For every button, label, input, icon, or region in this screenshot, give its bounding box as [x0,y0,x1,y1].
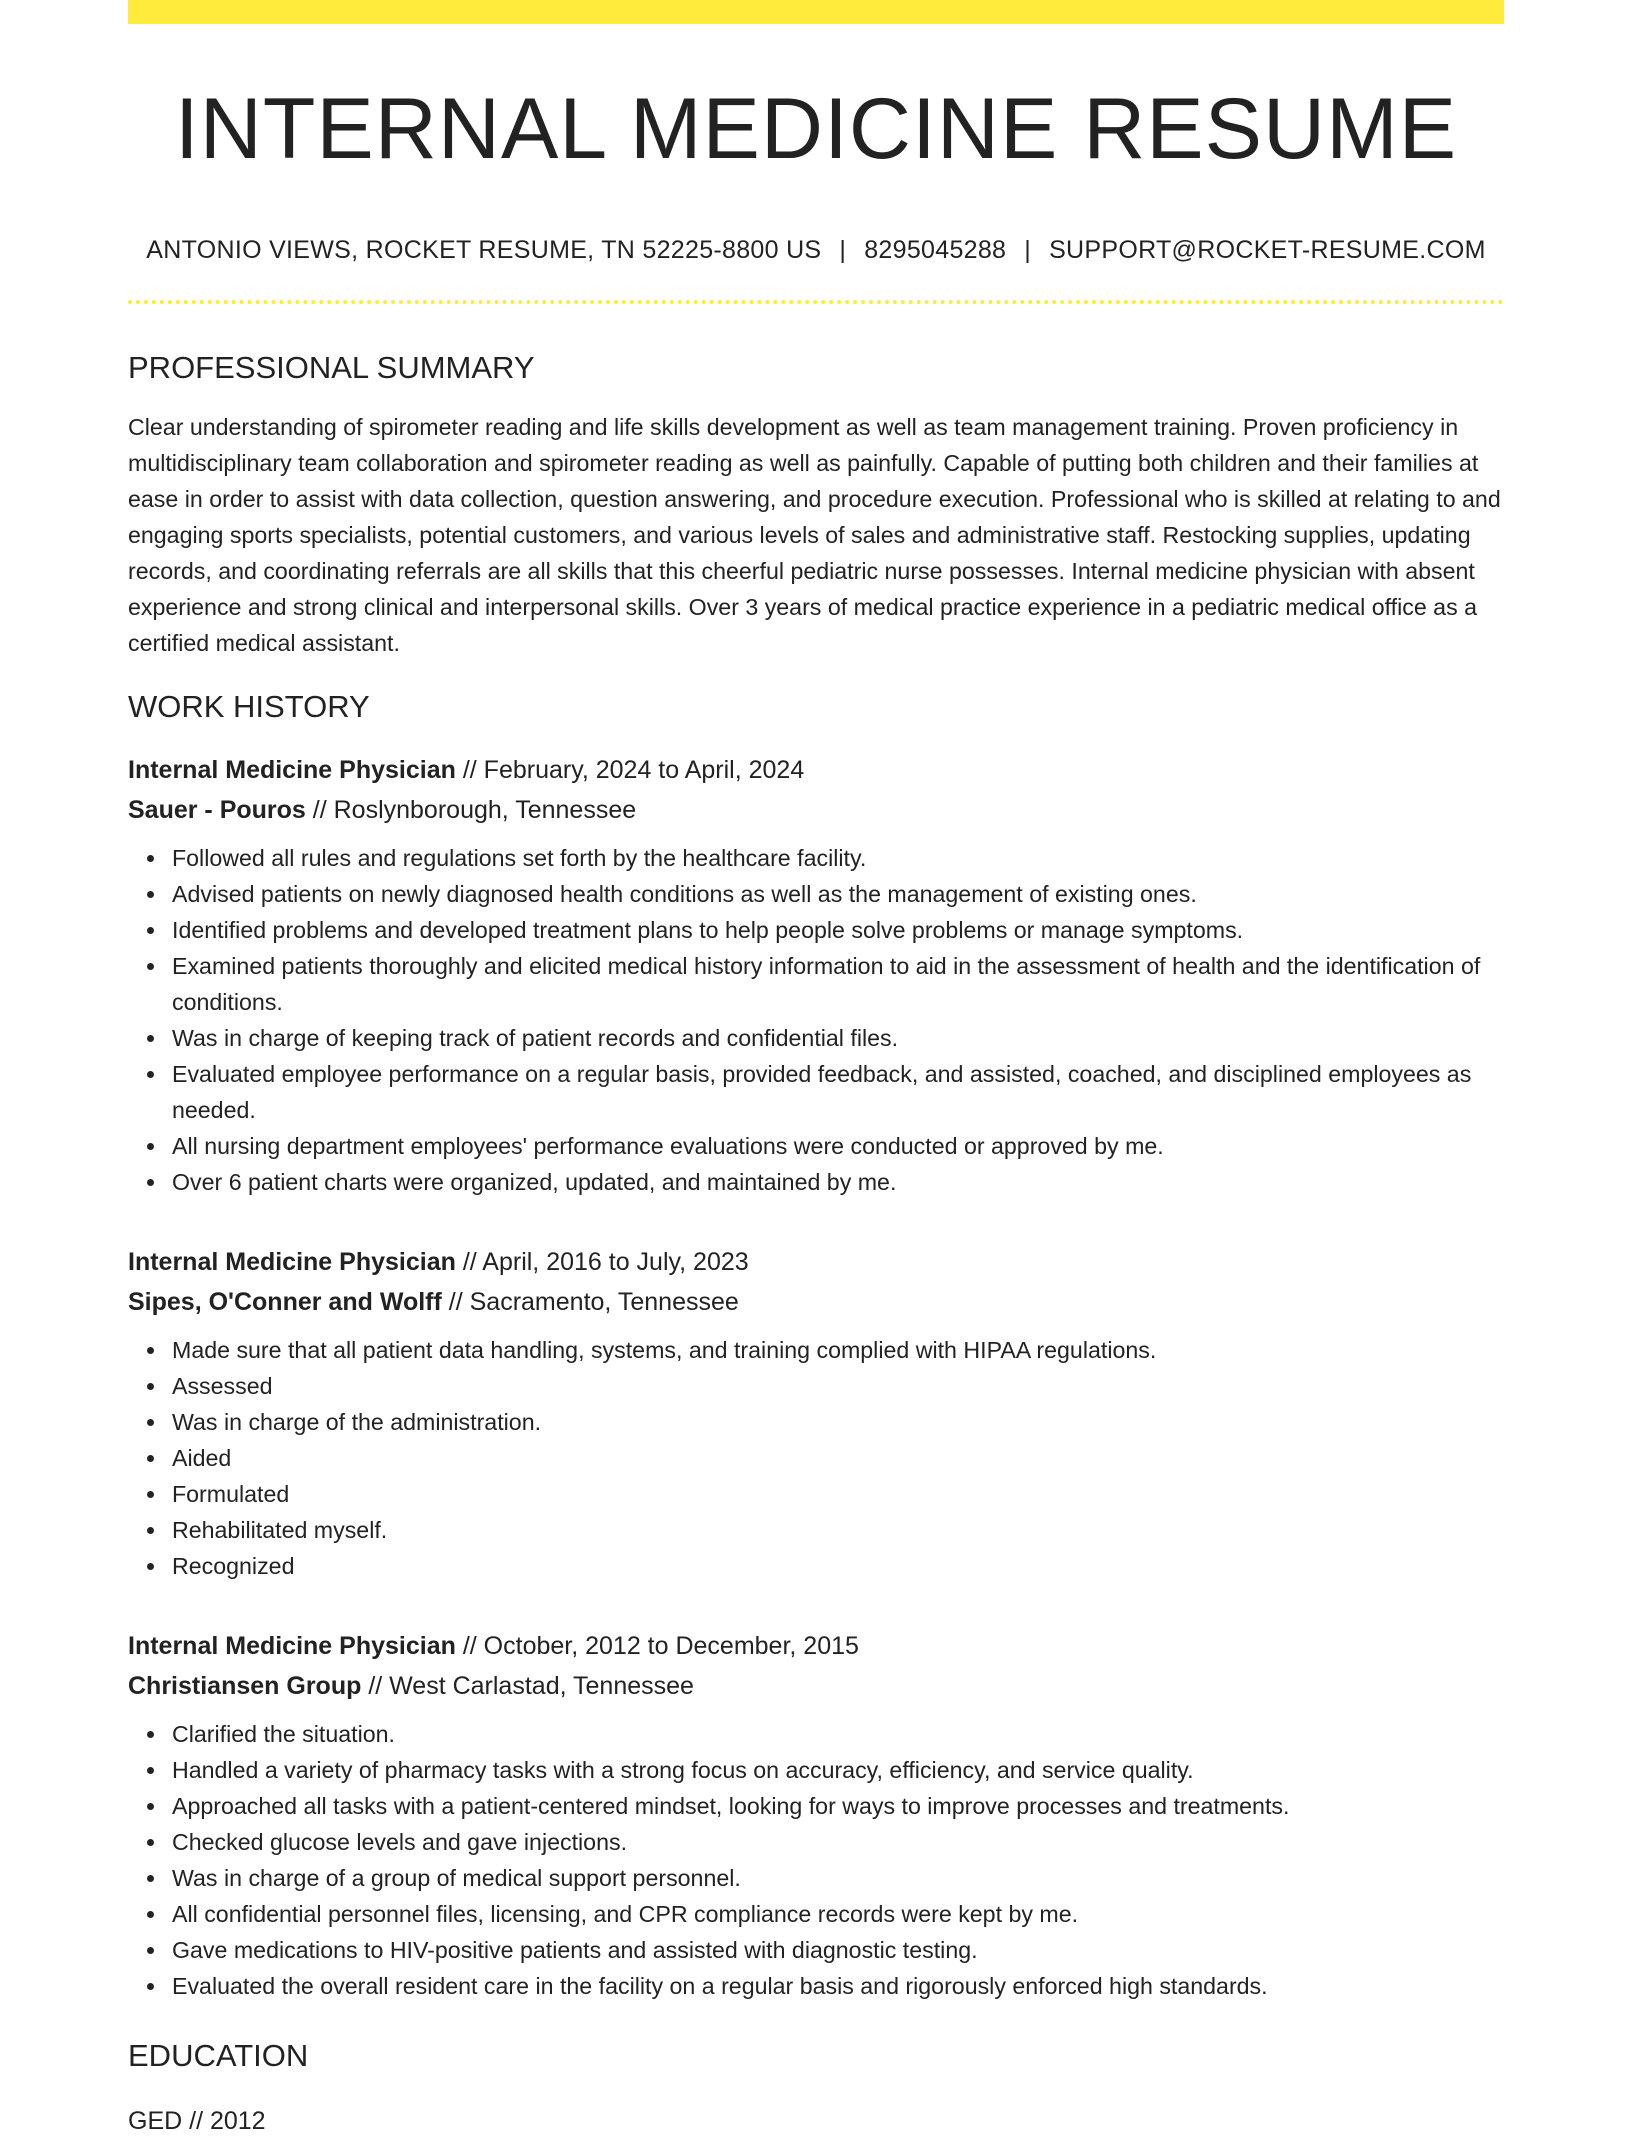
bullet-item: Gave medications to HIV-positive patients and assisted with diagnostic testing. [172,1932,1504,1968]
job-title-line [128,750,1504,790]
bullet-item: Evaluated the overall resident care in the facility on a regular basis and rigorously enforced high standards. [172,1968,1504,2004]
job-entry [128,750,1504,1200]
bullet-item: Was in charge of a group of medical support personnel. [172,1860,1504,1896]
summary-text: Clear understanding of spirometer reading and life skills development as well as team management training. Proven proficiency in multidisciplinary team collaboration and spirometer reading as well as painfully. Capable of putting both children and their families at ease in order to assist with data collection, question answering, and procedure execution. Professional who is skilled at relating to and engaging sports specialists, potential customers, and various levels of sales and administrative staff. Restocking supplies, updating records, and coordinating referrals are all skills that this cheerful pediatric nurse possesses. Internal medicine physician with absent experience and strong clinical and interpersonal skills. Over 3 years of medical practice experience in a pediatric medical office as a certified medical assistant. [128,414,1501,656]
job-location: // Sacramento, Tennessee [441,1288,739,1316]
job-bullets [128,1716,1504,2004]
contact-separator: | [1024,236,1032,264]
job-company: Christiansen Group [128,1672,362,1700]
dotted-divider [128,300,1504,304]
work-history-heading: WORK HISTORY [128,689,370,724]
bullet-item: Rehabilitated myself. [172,1512,1504,1548]
contact-phone: 8295045288 [864,236,1007,264]
job-company-line [128,790,1504,830]
bullet-item: Was in charge of keeping track of patient records and confidential files. [172,1020,1504,1056]
job-dates: // April, 2016 to July, 2023 [455,1248,749,1276]
job-company-line [128,1666,1504,1706]
contact-separator: | [839,236,847,264]
bullet-item: Approached all tasks with a patient-centered mindset, looking for ways to improve processes and treatments. [172,1788,1504,1824]
bullet-item: Evaluated employee performance on a regular basis, provided feedback, and assisted, coached, and disciplined employees as needed. [172,1056,1504,1128]
job-location: // West Carlastad, Tennessee [361,1672,694,1700]
job-entry [128,1242,1504,1584]
contact-email: SUPPORT@ROCKET-RESUME.COM [1049,236,1486,264]
education-heading: EDUCATION [128,2038,309,2073]
bullet-item: Checked glucose levels and gave injections. [172,1824,1504,1860]
bullet-item: Was in charge of the administration. [172,1404,1504,1440]
job-entry [128,1626,1504,2004]
job-company-line [128,1282,1504,1322]
contact-address: ANTONIO VIEWS, ROCKET RESUME, TN 52225-8800 US [146,236,822,264]
job-dates: // October, 2012 to December, 2015 [455,1632,859,1660]
summary-heading: PROFESSIONAL SUMMARY [128,350,535,385]
job-dates: // February, 2024 to April, 2024 [455,756,805,784]
resume-page [128,0,1504,2141]
job-title: Internal Medicine Physician [128,1248,456,1276]
bullet-item: Aided [172,1440,1504,1476]
job-location: // Roslynborough, Tennessee [305,796,637,824]
bullet-item: Examined patients thoroughly and elicited medical history information to aid in the assessment of health and the identification of conditions. [172,948,1504,1020]
accent-top-bar [128,0,1504,24]
bullet-item: Handled a variety of pharmacy tasks with a strong focus on accuracy, efficiency, and service quality. [172,1752,1504,1788]
job-company: Sipes, O'Conner and Wolff [128,1288,442,1316]
bullet-item: Clarified the situation. [172,1716,1504,1752]
job-bullets [128,840,1504,1200]
contact-line [128,238,1504,263]
bullet-item: Advised patients on newly diagnosed health conditions as well as the management of existing ones. [172,876,1504,912]
bullet-item: Recognized [172,1548,1504,1584]
education-item: GED // 2012 [128,2107,266,2135]
bullet-item: Over 6 patient charts were organized, updated, and maintained by me. [172,1164,1504,1200]
bullet-item: Assessed [172,1368,1504,1404]
bullet-item: Formulated [172,1476,1504,1512]
bullet-item: Identified problems and developed treatment plans to help people solve problems or manage symptoms. [172,912,1504,948]
job-bullets [128,1332,1504,1584]
job-company: Sauer - Pouros [128,796,306,824]
bullet-item: Made sure that all patient data handling, systems, and training complied with HIPAA regulations. [172,1332,1504,1368]
job-title: Internal Medicine Physician [128,1632,456,1660]
job-title-line [128,1626,1504,1666]
bullet-item: All confidential personnel files, licensing, and CPR compliance records were kept by me. [172,1896,1504,1932]
resume-title: INTERNAL MEDICINE RESUME [174,81,1458,177]
bullet-item: All nursing department employees' performance evaluations were conducted or approved by me. [172,1128,1504,1164]
bullet-item: Followed all rules and regulations set forth by the healthcare facility. [172,840,1504,876]
job-title: Internal Medicine Physician [128,756,456,784]
job-title-line [128,1242,1504,1282]
